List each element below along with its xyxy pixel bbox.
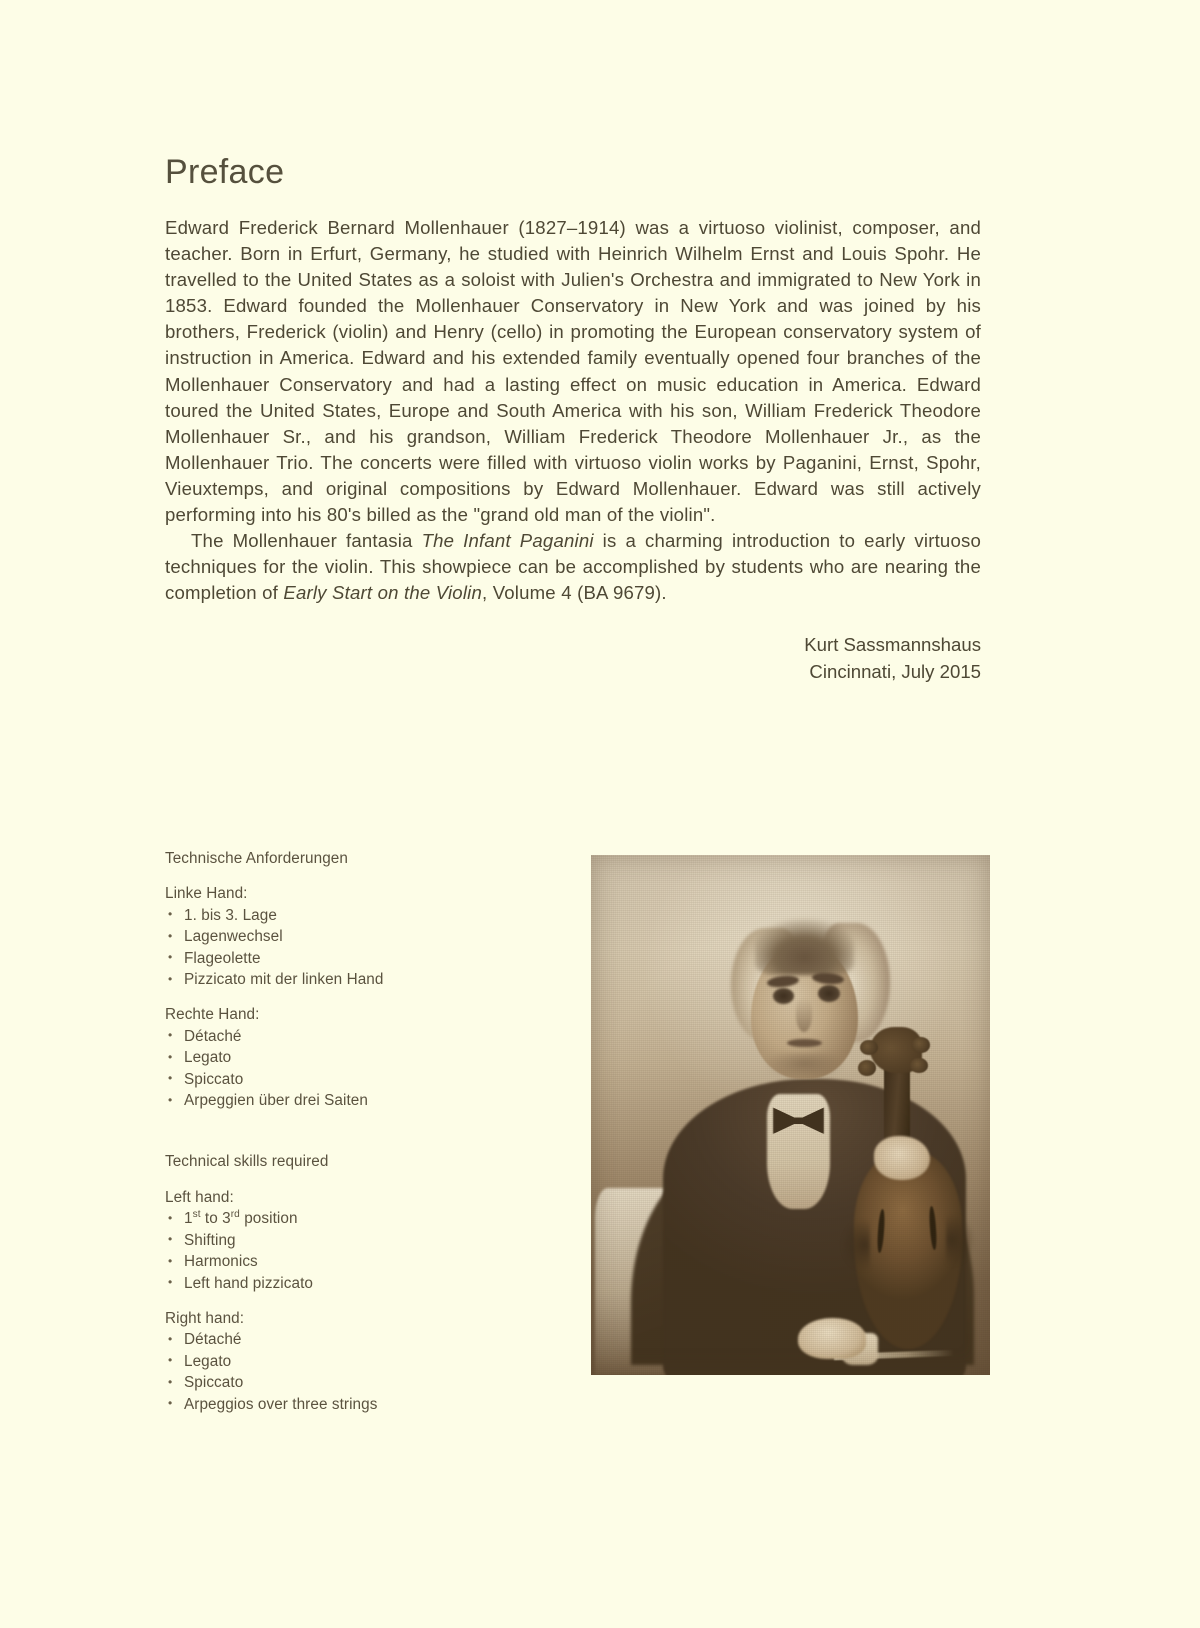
- figure-hair-top: [755, 917, 855, 974]
- german-left-hand-label: Linke Hand:: [165, 885, 248, 903]
- position-range-start: 1: [184, 1210, 193, 1228]
- position-range-mid: to 3: [200, 1210, 231, 1228]
- german-right-hand-label: Rechte Hand:: [165, 1006, 260, 1024]
- signature-name: Kurt Sassmannshaus: [804, 634, 981, 656]
- list-item: • Pizzicato mit der linken Hand: [165, 969, 565, 990]
- photo-image: [591, 855, 990, 1375]
- list-item: • Left hand pizzicato: [165, 1273, 565, 1294]
- ordinal-suffix-st: st: [192, 1209, 201, 1221]
- technical-requirements-english: [165, 1151, 565, 1414]
- signature-block: [165, 632, 981, 685]
- list-item: • 1. bis 3. Lage: [165, 905, 565, 926]
- german-left-hand-list: [165, 905, 565, 991]
- paragraph-2-text-a: The Mollenhauer fantasia: [191, 530, 422, 552]
- page-title: Preface: [165, 153, 285, 191]
- list-item: • Harmonics: [165, 1251, 565, 1272]
- list-item: • Legato: [165, 1351, 565, 1372]
- preface-section: [165, 155, 981, 685]
- preface-paragraph-2: [165, 528, 981, 606]
- list-item: • Arpeggien über drei Saiten: [165, 1090, 565, 1111]
- violin-peg: [860, 1040, 878, 1056]
- list-item: • Shifting: [165, 1230, 565, 1251]
- figure-mouth: [787, 1039, 823, 1047]
- english-left-hand-label: Left hand:: [165, 1188, 234, 1206]
- violin-peg: [910, 1058, 928, 1074]
- signature-place-date: Cincinnati, July 2015: [809, 660, 981, 682]
- violin-peg: [912, 1037, 930, 1053]
- title-infant-paganini: The Infant Paganini: [421, 530, 594, 552]
- english-heading: Technical skills required: [165, 1153, 329, 1171]
- figure-right-hand: [798, 1318, 866, 1360]
- list-item: • Détaché: [165, 1329, 565, 1350]
- english-left-hand-list: [165, 1208, 565, 1294]
- paragraph-2-text-b: is a charming introduction to early virtuoso techniques for the violin. This showpiece can be accomplished by students who are nearing the completion of: [165, 530, 981, 604]
- english-right-hand-label: Right hand:: [165, 1309, 245, 1327]
- preface-paragraph-1: Edward Frederick Bernard Mollenhauer (1827–1914) was a virtuoso violinist, composer, and teacher. Born in Erfurt, Germany, he studied with Heinrich Wilhelm Ernst and Louis Spohr. He travelled to the United States as a soloist with Julien's Orchestra and immigrated to New York in 1853. Edward founded the Mollenhauer Conservatory in New York and was joined by his brothers, Frederick (violin) and Henry (cello) in promoting the European conservatory system of instruction in America. Edward and his extended family eventually opened four branches of the Mollenhauer Conservatory and had a lasting effect on music education in America. Edward toured the United States, Europe and South America with his son, William Frederick Theodore Mollenhauer Sr., and his grandson, William Frederick Theodore Mollenhauer Jr., as the Mollenhauer Trio. The concerts were filled with virtuoso violin works by Paganini, Ernst, Spohr, Vieuxtemps, and original compositions by Edward Mollenhauer. Edward was still actively performing into his 80's billed as the "grand old man of the violin".: [165, 217, 981, 526]
- english-right-hand-list: [165, 1329, 565, 1415]
- technical-requirements-section: [165, 848, 565, 1415]
- position-range-end: position: [239, 1210, 298, 1228]
- technical-requirements-german: [165, 848, 565, 1111]
- list-item: • Flageolette: [165, 948, 565, 969]
- violin-waist-left: [842, 1219, 870, 1271]
- portrait-photograph: [591, 855, 990, 1375]
- list-item: • Lagenwechsel: [165, 926, 565, 947]
- list-item: • Arpeggios over three strings: [165, 1394, 565, 1415]
- title-early-start-on-the-violin: Early Start on the Violin: [283, 582, 482, 604]
- section-spacer: [165, 1111, 565, 1151]
- paragraph-2-text-c: , Volume 4 (BA 9679).: [482, 582, 667, 604]
- list-item: • Spiccato: [165, 1069, 565, 1090]
- figure-eye-right: [818, 985, 840, 1002]
- list-item: • Détaché: [165, 1026, 565, 1047]
- german-right-hand-list: [165, 1026, 565, 1112]
- violin-waist-right: [946, 1214, 974, 1266]
- ordinal-suffix-rd: rd: [230, 1209, 240, 1221]
- figure-left-hand: [874, 1136, 930, 1180]
- violin-peg: [858, 1060, 876, 1076]
- german-heading: Technische Anforderungen: [165, 850, 348, 867]
- list-item: • Spiccato: [165, 1372, 565, 1393]
- list-item: [165, 1208, 565, 1229]
- list-item: • Legato: [165, 1047, 565, 1068]
- figure-chin-shadow: [767, 1053, 843, 1079]
